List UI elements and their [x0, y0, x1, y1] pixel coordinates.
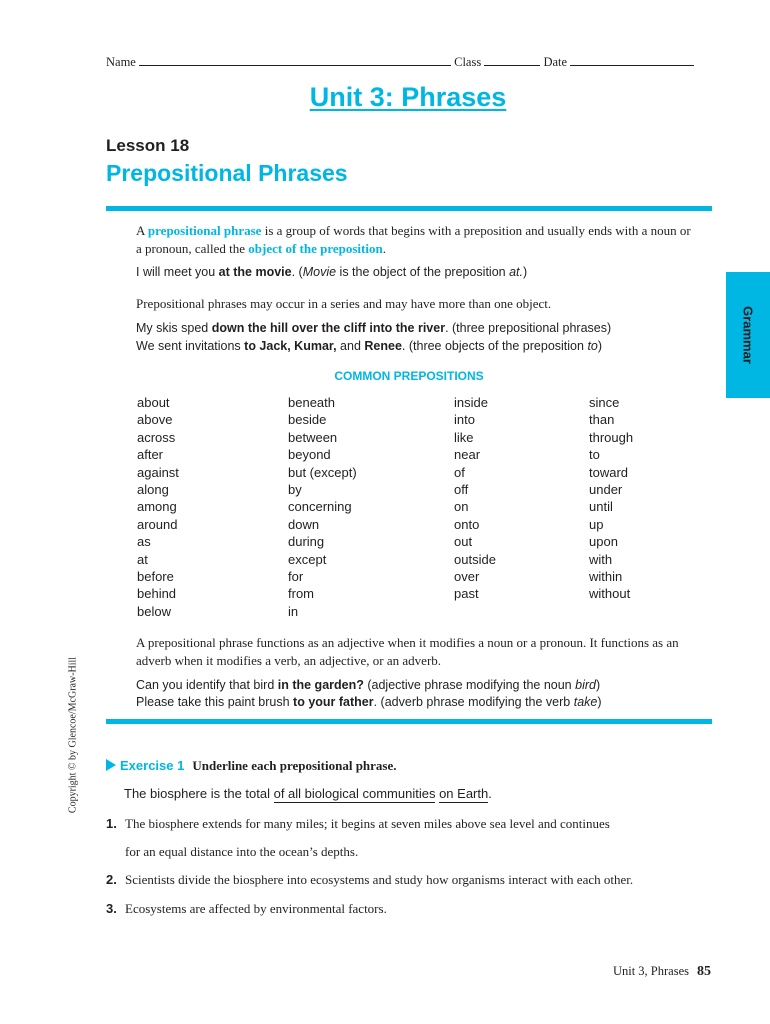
preposition-word: for — [288, 569, 304, 585]
intro-text: is a group of words that begins with a preposition and usually ends with a noun or a pronoun, called the — [136, 223, 691, 256]
example-sentence: My skis sped down the hill over the cliff into the river. (three prepositional phrases) — [136, 321, 612, 335]
name-blank[interactable] — [139, 54, 451, 66]
preposition-word: within — [589, 569, 623, 585]
bottom-rule — [106, 719, 712, 724]
preposition-word: over — [454, 569, 480, 585]
example-sentence: I will meet you at the movie. (Movie is the object of the preposition at.) — [136, 265, 528, 279]
preposition-word: inside — [454, 395, 488, 410]
footer-label: Unit 3, Phrases — [612, 964, 689, 978]
preposition-word: from — [288, 586, 314, 602]
page-number: 85 — [697, 964, 711, 979]
preposition-word: past — [454, 586, 479, 602]
term-prepositional-phrase: prepositional phrase — [147, 223, 262, 238]
preposition-word: to — [589, 447, 600, 463]
preposition-word: onto — [454, 516, 480, 532]
term-object-of-preposition: object of the preposition — [248, 240, 383, 256]
preposition-word: out — [454, 534, 473, 550]
preposition-word: down — [288, 516, 320, 532]
exercise-item-text[interactable]: Ecosystems are affected by environmental factors. — [125, 901, 387, 916]
preposition-word: under — [589, 482, 623, 498]
prepositions-heading: COMMON PREPOSITIONS — [334, 369, 484, 383]
preposition-word: like — [454, 429, 474, 445]
preposition-word: below — [137, 603, 171, 619]
preposition-word: among — [137, 499, 177, 515]
exercise-item-3: 3. Ecosystems are affected by environmental factors. — [106, 901, 387, 916]
preposition-word: in — [288, 603, 299, 619]
grammar-side-tab — [726, 272, 770, 398]
grammar-tab-label: Grammar — [740, 306, 756, 364]
preposition-word: but (except) — [288, 464, 357, 480]
preposition-word: behind — [137, 586, 177, 602]
preposition-word: by — [288, 482, 302, 498]
copyright-notice: Copyright © by Glencoe/McGraw-Hill — [67, 656, 79, 814]
preposition-word: around — [137, 516, 178, 532]
exercise-heading — [106, 758, 397, 774]
preposition-word: beneath — [288, 395, 335, 410]
prepositions-column-1 — [137, 394, 179, 620]
page-footer — [613, 964, 711, 980]
example-sentence: Please take this paint brush to your father. (adverb phrase modifying the verb take) — [136, 695, 602, 709]
preposition-word: outside — [454, 551, 496, 567]
preposition-word: until — [589, 499, 613, 515]
lesson-label: Lesson 18 — [106, 136, 190, 155]
intro-text: A — [136, 223, 148, 238]
preposition-word: along — [137, 482, 169, 498]
triangle-arrow-icon — [106, 759, 116, 771]
exercise-item-text[interactable]: for an equal distance into the ocean’s depths. — [125, 844, 359, 859]
date-label: Date — [543, 55, 568, 69]
prepositions-column-4 — [589, 394, 633, 603]
prepositions-column-2 — [288, 394, 357, 620]
preposition-word: at — [137, 551, 148, 567]
lesson-title: Prepositional Phrases — [106, 160, 348, 186]
preposition-word: during — [288, 534, 325, 550]
preposition-word: above — [137, 412, 173, 428]
example-sentence: Can you identify that bird in the garden? (adjective phrase modifying the noun bird) — [136, 678, 601, 692]
preposition-word: without — [589, 586, 631, 602]
exercise-item-text[interactable]: The biosphere extends for many miles; it begins at seven miles above sea level and continues — [125, 816, 610, 831]
series-paragraph: Prepositional phrases may occur in a series and may have more than one object. — [136, 296, 552, 311]
example-sentence: We sent invitations to Jack, Kumar, and Renee. (three objects of the preposition to) — [136, 339, 603, 353]
exercise-item-text[interactable]: Scientists divide the biosphere into ecosystems and study how organisms interact with each other. — [125, 872, 634, 887]
underlined-phrase: of all biological communities — [273, 786, 436, 801]
preposition-word: up — [589, 516, 604, 532]
preposition-word: beyond — [288, 447, 331, 463]
class-blank[interactable] — [484, 54, 540, 66]
preposition-word: except — [288, 551, 327, 567]
exercise-label: Exercise 1 — [120, 758, 185, 773]
name-label: Name — [106, 55, 136, 69]
preposition-word: into — [454, 412, 475, 428]
prepositions-column-3 — [454, 394, 496, 603]
preposition-word: as — [137, 534, 151, 550]
unit-title: Unit 3: Phrases — [309, 82, 507, 112]
date-blank[interactable] — [570, 54, 694, 66]
preposition-word: across — [137, 429, 176, 445]
function-paragraph: A prepositional phrase functions as an adjective when it modifies a noun or a pronoun. It functions as an adverb when it modifies a verb, an adjective, or an adverb. — [136, 635, 679, 668]
preposition-word: near — [454, 447, 481, 463]
preposition-word: beside — [288, 412, 327, 428]
preposition-word: upon — [589, 534, 618, 550]
preposition-word: since — [589, 395, 620, 410]
preposition-word: through — [589, 429, 634, 445]
top-rule — [106, 206, 712, 211]
underlined-phrase: on Earth — [439, 786, 489, 801]
preposition-word: of — [454, 464, 465, 480]
preposition-word: between — [288, 429, 338, 445]
preposition-word: about — [137, 395, 170, 410]
intro-text: . — [382, 240, 386, 256]
header-fields — [106, 54, 712, 70]
preposition-word: against — [137, 464, 179, 480]
preposition-word: with — [589, 551, 613, 567]
preposition-word: than — [589, 412, 615, 428]
exercise-item-2: 2. Scientists divide the biosphere into ecosystems and study how organisms interact with each other. — [106, 872, 634, 887]
exercise-instruction: Underline each prepositional phrase. — [192, 758, 397, 773]
class-label: Class — [454, 55, 482, 69]
preposition-word: on — [454, 499, 469, 515]
preposition-word: toward — [589, 464, 629, 480]
preposition-word: off — [454, 482, 469, 498]
model-sentence: The biosphere is the total of all biological communities on Earth. — [124, 786, 492, 801]
exercise-item-1: 1. The biosphere extends for many miles; it begins at seven miles above sea level and continues for an equal distance into the ocean’s depths. — [106, 810, 706, 866]
preposition-word: before — [137, 569, 174, 585]
preposition-word: after — [137, 447, 164, 463]
intro-paragraph — [136, 222, 696, 257]
preposition-word: concerning — [288, 499, 352, 515]
